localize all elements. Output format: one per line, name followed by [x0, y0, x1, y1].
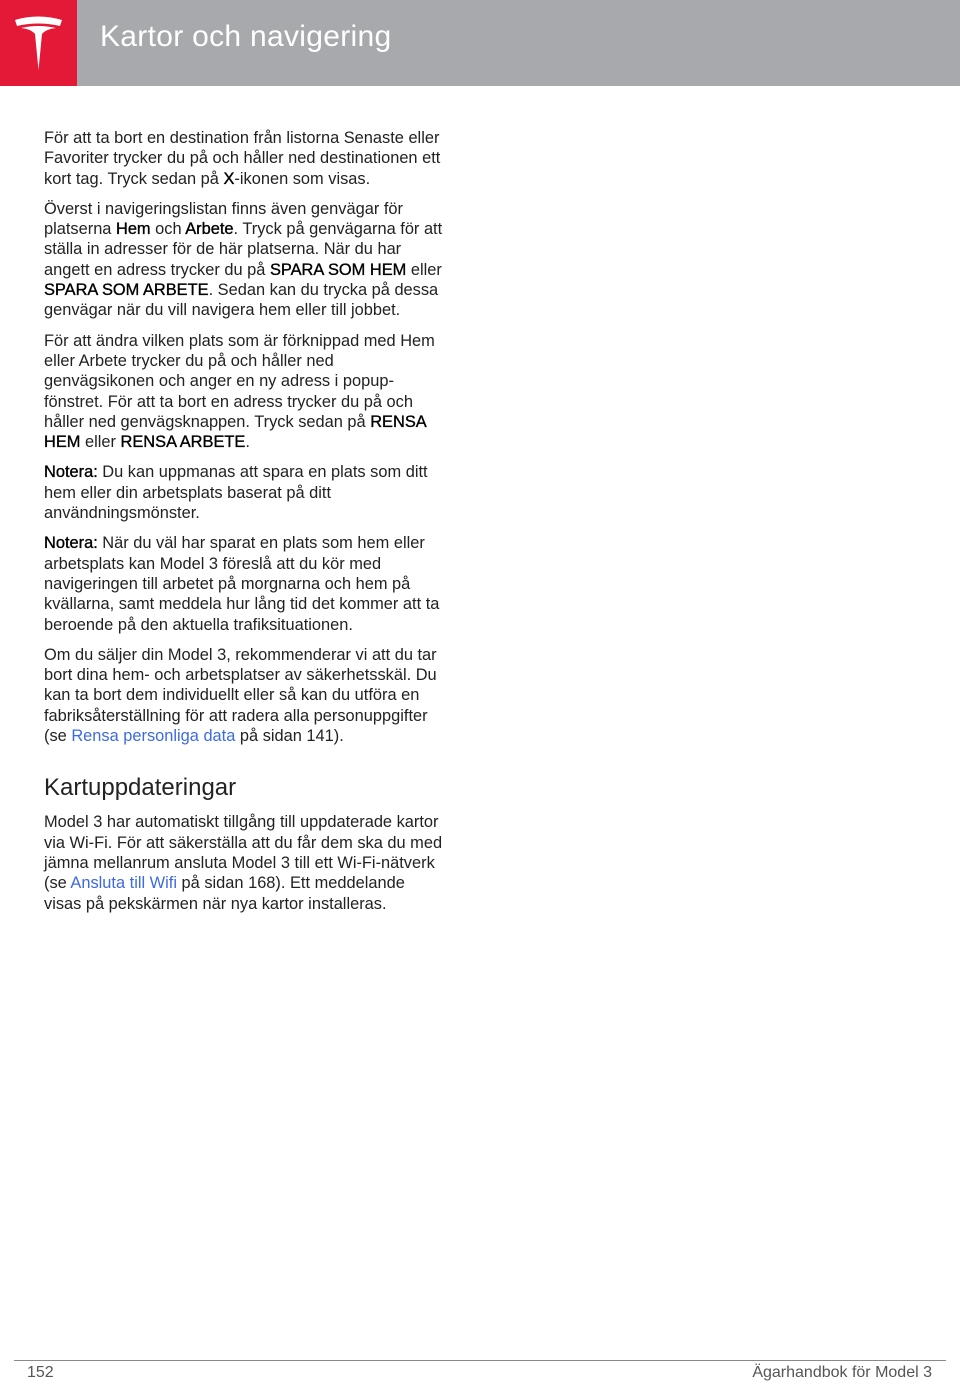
- paragraph-shortcuts: Överst i navigeringslistan finns även genvägar för platserna Hem och Arbete. Tryck på genvägarna för att ställa in adresser för de här platserna. När du har angett en adress trycker du på SPARA SOM HEM eller SPARA SOM ARBETE. Sedan kan du trycka på dessa genvägar när du vill navigera hem eller till jobbet.: [44, 199, 443, 320]
- link-clear-personal-data[interactable]: Rensa personliga data: [71, 727, 236, 746]
- tesla-t-icon: [12, 14, 65, 72]
- note-label: Notera:: [44, 534, 98, 553]
- paragraph-change-shortcut: För att ändra vilken plats som är förknippad med Hem eller Arbete trycker du på och håller ned genvägsikonen och anger en ny adress i popup-fönstret. För att ta bort en adress trycker du på och håller ned genvägsknappen. Tryck sedan på RENSA HEM eller RENSA ARBETE.: [44, 331, 435, 452]
- note-commute-suggestion: Notera: När du väl har sparat en plats som hem eller arbetsplats kan Model 3 föreslå att du kör med navigeringen till arbetet på morgnarna och hem på kvällarna, samt meddela hur lång tid det kommer att ta beroende på den aktuella trafiksituationen.: [44, 534, 440, 634]
- footer-divider: [14, 1360, 946, 1361]
- page-number: 152: [27, 1364, 54, 1381]
- tesla-logo: [0, 0, 77, 86]
- paragraph-privacy: Om du säljer din Model 3, rekommenderar vi att du tar bort dina hem- och arbetsplatser av säkerhetsskäl. Du kan ta bort dem individuellt eller så kan du utföra en fabriksåterställning för att radera alla personuppgifter (se Rensa personliga data på sidan 141).: [44, 645, 437, 746]
- page-title: Kartor och navigering: [100, 20, 392, 53]
- section-title-map-updates: Kartuppdateringar: [44, 774, 237, 802]
- paragraph-map-updates: Model 3 har automatiskt tillgång till uppdaterade kartor via Wi-Fi. För att säkerställa att du får dem ska du med jämna mellanrum ansluta Model 3 till ett Wi-Fi-nätverk (se Ansluta till Wifi på sidan 168). Ett meddelande visas på pekskärmen när nya kartor installeras.: [44, 813, 443, 913]
- page-header: [0, 0, 960, 86]
- note-suggest-location: Notera: Du kan uppmanas att spara en plats som ditt hem eller din arbetsplats baserat på ditt användningsmönster.: [44, 463, 428, 523]
- note-label: Notera:: [44, 463, 98, 482]
- footer-title: Ägarhandbok för Model 3: [752, 1364, 932, 1381]
- link-connect-wifi[interactable]: Ansluta till Wifi: [70, 874, 177, 893]
- main-content: [44, 128, 444, 924]
- paragraph-remove-destination: För att ta bort en destination från listorna Senaste eller Favoriter trycker du på och håller ned destinationen ett kort tag. Tryck sedan på X-ikonen som visas.: [44, 129, 441, 188]
- x-icon-label: X: [223, 169, 235, 188]
